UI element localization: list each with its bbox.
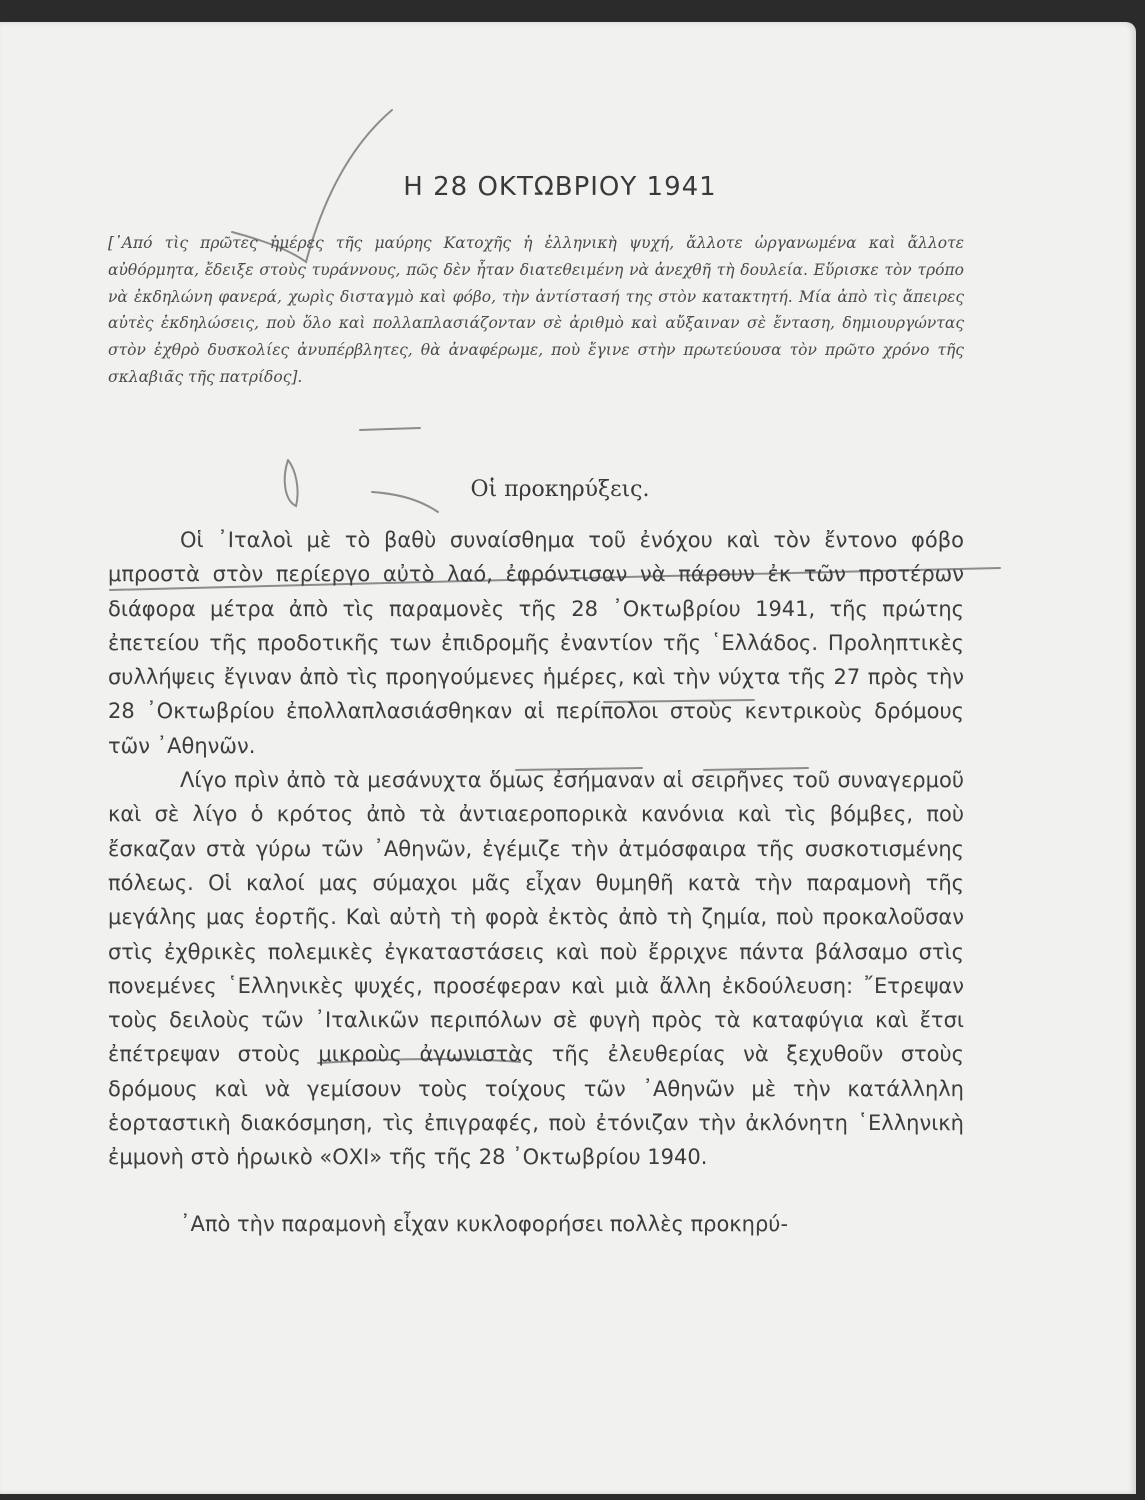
body-paragraph: Οἱ ᾿Ιταλοὶ μὲ τὸ βαθὺ συναίσθημα τοῦ ἐνόχου καὶ τὸν ἔντονο φόβο μπροστὰ στὸν περίεργο αὐτὸ λαό, ἐφρόντισαν νὰ πάρουν ἐκ τῶν προτέρων διάφορα μέτρα ἀπὸ τὶς παραμονὲς τῆς 28 ᾿Οκτωβρίου 1941, τῆς πρώτης ἐπετείου τῆς προδοτικῆς των ἐπιδρομῆς ἐναντίον τῆς ῾Ελλάδος. Προληπτικὲς συλλήψεις ἔγιναν ἀπὸ τὶς προηγούμενες ἡμέρες, καὶ τὴν νύχτα τῆς 27 πρὸς τὴν 28 ᾿Οκτωβρίου ἐπολλαπλασιάσθηκαν αἱ περίπολοι στοὺς κεντρικοὺς δρόμους τῶν ᾿Αθηνῶν.: [108, 528, 964, 758]
body-text: [108, 523, 964, 1241]
body-paragraph: Λίγο πρὶν ἀπὸ τὰ μεσάνυχτα ὅμως ἐσήμαναν αἱ σειρῆνες τοῦ συναγερμοῦ καὶ σὲ λίγο ὁ κρότος ἀπὸ τὰ ἀντιαεροπορικὰ κανόνια καὶ τὶς βόμβες, ποὺ ἔσκαζαν στὰ γύρω τῶν ᾿Αθηνῶν, ἐγέμιζε τὴν ἀτμόσφαιρα τῆς συσκοτισμένης πόλεως. Οἱ καλοί μας σύμαχοι μᾶς εἶχαν θυμηθῆ κατὰ τὴν παραμονὴ τῆς μεγάλης μας ἑορτῆς. Καὶ αὐτὴ τὴ φορὰ ἐκτὸς ἀπὸ τὴ ζημία, ποὺ προκαλοῦσαν στὶς ἐχθρικὲς πολεμικὲς ἐγκαταστάσεις καὶ ποὺ ἔρριχνε πάντα βάλσαμο στὶς πονεμένες ῾Ελληνικὲς ψυχές, προσέφεραν καὶ μιὰ ἄλλη ἐκδούλευση: ῎Ετρεψαν τοὺς δειλοὺς τῶν ᾿Ιταλικῶν περιπόλων σὲ φυγὴ πρὸς τὰ καταφύγια καὶ ἔτσι ἐπέτρεψαν στοὺς μικροὺς ἀγωνιστὰς τῆς ἐλευθερίας νὰ ξεχυθοῦν στοὺς δρόμους καὶ νὰ γεμίσουν τοὺς τοίχους τῶν ᾿Αθηνῶν μὲ τὴν κατάλληλη ἑορταστικὴ διακόσμηση, τὶς ἐπιγραφές, ποὺ ἐτόνιζαν τὴν ἀκλόνητη ῾Ελληνικὴ ἐμμονὴ στὸ ἡρωικὸ «ΟΧΙ» τῆς τῆς 28 ᾿Οκτωβρίου 1940.: [108, 768, 964, 1170]
page-title: Η 28 ΟΚΤΩΒΡΙΟΥ 1941: [403, 172, 717, 202]
body-paragraph: ᾿Απὸ τὴν παραμονὴ εἶχαν κυκλοφορήσει πολλὲς προκηρύ-: [180, 1211, 789, 1236]
section-heading: Οἱ προκηρύξεις.: [470, 477, 650, 502]
intro-paragraph: [᾿Από τὶς πρῶτες ἡμέρες τῆς μαύρης Κατοχῆς ἡ ἑλληνικὴ ψυχή, ἄλλοτε ὠργανωμένα καὶ ἄλλοτε αὐθόρμητα, ἔδειξε στοὺς τυράννους, πῶς δὲν ἦταν διατεθειμένη νὰ ἀνεχθῆ τὴ δουλεία. Εὕρισκε τὸν τρόπο νὰ ἐκδηλώνη φανερά, χωρὶς δισταγμὸ καὶ φόβο, τὴν ἀντίστασή της στὸν κατακτητή. Μία ἀπὸ τὶς ἄπειρες αὐτὲς ἐκδηλώσεις, ποὺ ὅλο καὶ πολλαπλασιάζονταν σὲ ἀριθμὸ καὶ αὔξαιναν σὲ ἔνταση, δημιουργώντας στὸν ἐχθρὸ δυσκολίες ἀνυπέρβλητες, θὰ ἀναφέρωμε, ποὺ ἔγινε στὴν πρωτεύουσα τὸν πρῶτο χρόνο τῆς σκλαβιᾶς τῆς πατρίδος].: [108, 234, 964, 386]
